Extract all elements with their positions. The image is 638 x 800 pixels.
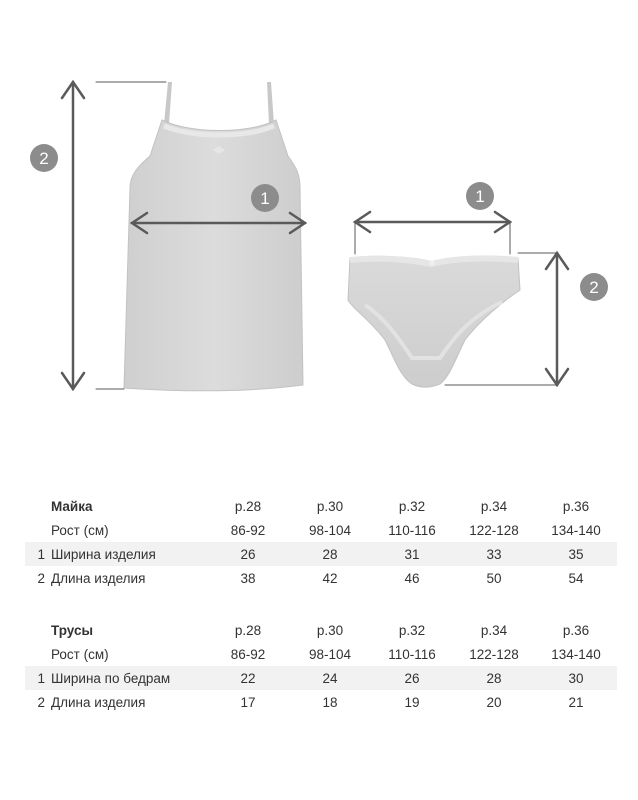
table-cell: 21 xyxy=(568,694,584,710)
table-cell: 54 xyxy=(568,570,584,586)
svg-text:1: 1 xyxy=(475,187,485,206)
table-cell: 28 xyxy=(289,542,371,566)
table-cell: 98-104 xyxy=(308,522,352,538)
table-cell: 110-116 xyxy=(388,646,436,662)
table-header-row xyxy=(25,618,617,642)
row-number: 2 xyxy=(37,694,45,710)
table-cell: 122-128 xyxy=(469,522,519,538)
table-cell: 50 xyxy=(486,570,502,586)
table-header-row xyxy=(25,494,617,518)
size-header: р.32 xyxy=(398,622,426,638)
table-cell: 86-92 xyxy=(230,522,266,538)
table-cell: 20 xyxy=(486,694,502,710)
size-header: р.30 xyxy=(316,498,344,514)
table-cell: 122-128 xyxy=(469,646,519,662)
table-row xyxy=(25,642,617,666)
tank-top-size-table xyxy=(25,494,617,590)
size-header: р.32 xyxy=(398,498,426,514)
table-cell: 28 xyxy=(453,666,535,690)
row-number: 1 xyxy=(25,666,51,690)
svg-text:1: 1 xyxy=(260,189,270,208)
size-header: р.34 xyxy=(480,622,508,638)
table-cell: 134-140 xyxy=(551,646,601,662)
table-row xyxy=(25,518,617,542)
row-number: 1 xyxy=(25,542,51,566)
size-header: р.30 xyxy=(316,622,344,638)
table-cell: 26 xyxy=(371,666,453,690)
table-row xyxy=(25,566,617,590)
size-header: р.28 xyxy=(234,498,262,514)
table-cell: 30 xyxy=(535,666,617,690)
table-cell: 33 xyxy=(453,542,535,566)
table-row xyxy=(25,666,617,690)
row-number xyxy=(25,642,51,666)
table-cell: 110-116 xyxy=(388,522,436,538)
table-cell: 98-104 xyxy=(308,646,352,662)
table-title: Трусы xyxy=(51,622,94,638)
shirt-width-badge xyxy=(251,184,279,212)
tank-top-image xyxy=(124,82,303,391)
briefs-width-arrow xyxy=(355,212,510,254)
briefs-width-badge xyxy=(466,182,494,210)
row-label: Ширина изделия xyxy=(51,542,207,566)
briefs-size-table xyxy=(25,618,617,714)
table-cell: 19 xyxy=(404,694,420,710)
svg-text:2: 2 xyxy=(589,278,599,297)
row-label: Рост (см) xyxy=(51,522,109,538)
table-cell: 134-140 xyxy=(551,522,601,538)
briefs-image xyxy=(348,256,520,387)
row-label: Ширина по бедрам xyxy=(51,666,207,690)
table-cell: 31 xyxy=(371,542,453,566)
table-cell: 46 xyxy=(404,570,420,586)
row-label: Длина изделия xyxy=(51,570,146,586)
table-cell: 22 xyxy=(207,666,289,690)
table-cell: 18 xyxy=(322,694,338,710)
row-number: 2 xyxy=(37,570,45,586)
size-header: р.34 xyxy=(480,498,508,514)
table-cell: 86-92 xyxy=(230,646,266,662)
shirt-length-badge xyxy=(30,144,58,172)
table-cell: 24 xyxy=(289,666,371,690)
table-cell: 35 xyxy=(535,542,617,566)
row-label: Длина изделия xyxy=(51,694,146,710)
briefs-length-badge xyxy=(580,273,608,301)
table-cell: 17 xyxy=(240,694,256,710)
size-header: р.28 xyxy=(234,622,262,638)
size-header: р.36 xyxy=(562,622,590,638)
table-row xyxy=(25,690,617,714)
table-row xyxy=(25,542,617,566)
row-number xyxy=(25,518,51,542)
table-cell: 38 xyxy=(240,570,256,586)
svg-text:2: 2 xyxy=(39,149,49,168)
table-cell: 26 xyxy=(207,542,289,566)
table-title: Майка xyxy=(51,498,93,514)
size-header: р.36 xyxy=(562,498,590,514)
row-label: Рост (см) xyxy=(51,646,109,662)
table-cell: 42 xyxy=(322,570,338,586)
